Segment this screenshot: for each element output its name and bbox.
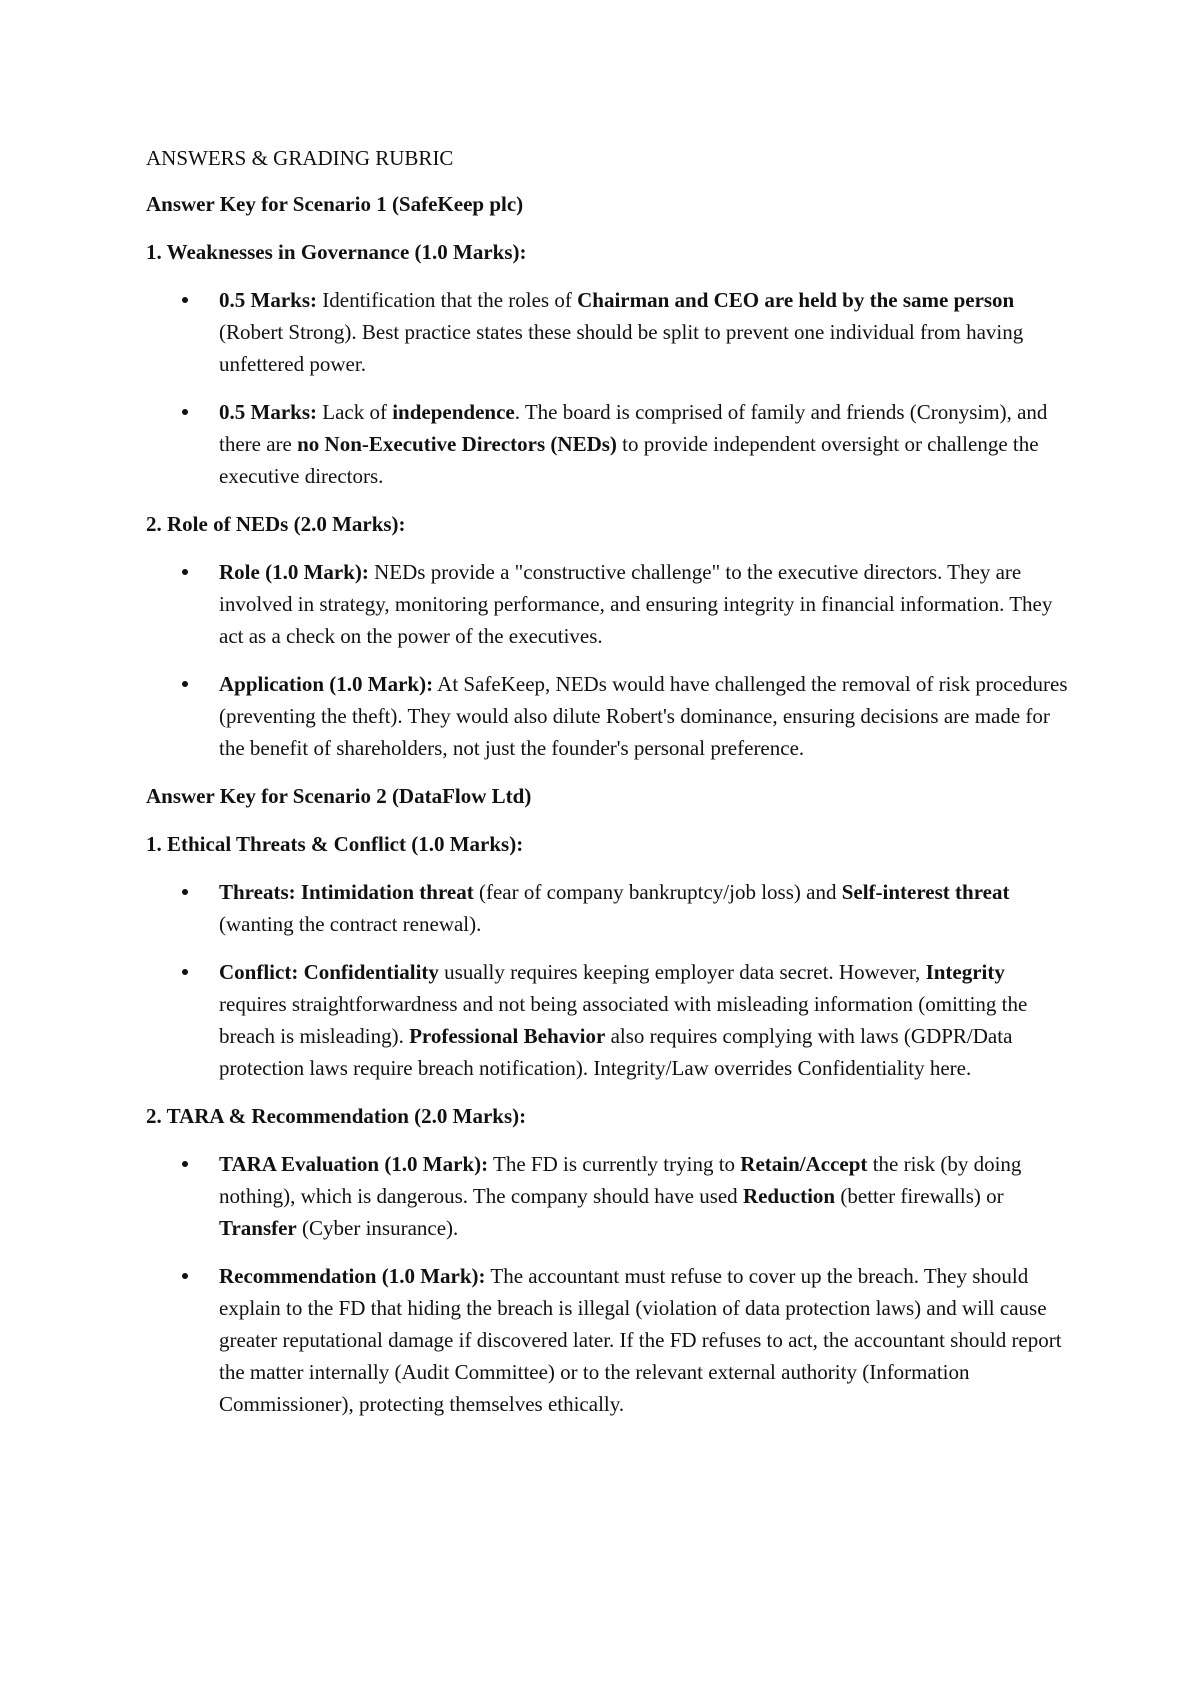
bullet-text: Lack of [317,400,393,424]
bullet-dot-icon [182,297,188,303]
document-title: ANSWERS & GRADING RUBRIC [146,146,454,170]
bullet-text: Identification that the roles of [317,288,578,312]
bullet-text: requires straightforwardness and not being associated with misleading information (omitting the breach is misleading). [219,992,1028,1048]
bullet-dot-icon [182,1273,188,1279]
bullet-text: usually requires keeping employer data secret. However, [438,960,926,984]
s2-q1-bullet-list [146,876,1076,1084]
s1-q2-bullet-list [146,556,1076,764]
list-item [146,876,1076,940]
bullet-emphasis: Self-interest threat [841,880,1010,904]
bullet-emphasis: no Non-Executive Directors (NEDs) [297,432,617,456]
scenario-1-heading: Answer Key for Scenario 1 (SafeKeep plc) [146,192,524,216]
list-item [146,956,1076,1084]
bullet-text: to provide independent oversight or challenge the executive directors. [219,432,1039,488]
document-page [146,142,1076,1436]
bullet-text: The accountant must refuse to cover up the breach. They should explain to the FD that hiding the breach is illegal (violation of data protection laws) and will cause greater reputational damage if discovered later. If the FD refuses to act, the accountant should report the matter internally (Audit Committee) or to the relevant external authority (Information Commissioner), protecting themselves ethically. [219,1264,1062,1416]
s1-question-1-heading: 1. Weaknesses in Governance (1.0 Marks): [146,240,527,264]
list-item [146,556,1076,652]
bullet-text: The FD is currently trying to [488,1152,741,1176]
bullet-text: (wanting the contract renewal). [219,912,482,936]
bullet-text: (Cyber insurance). [296,1216,459,1240]
list-item [146,1148,1076,1244]
list-item [146,1260,1076,1420]
bullet-dot-icon [182,1161,188,1167]
bullet-text: (better firewalls) or [835,1184,1004,1208]
bullet-label: Role (1.0 Mark): [219,560,369,584]
bullet-label: TARA Evaluation (1.0 Mark): [219,1152,489,1176]
scenario-2-heading: Answer Key for Scenario 2 (DataFlow Ltd) [146,784,532,808]
bullet-dot-icon [182,969,188,975]
s2-q2-bullet-list [146,1148,1076,1420]
bullet-emphasis: Retain/Accept [740,1152,868,1176]
bullet-text: also requires complying with laws (GDPR/Data protection laws require breach notification). Integrity/Law overrides Confidentiality here. [219,1024,1013,1080]
bullet-dot-icon [182,889,188,895]
s1-question-2-heading: 2. Role of NEDs (2.0 Marks): [146,512,406,536]
bullet-emphasis: Reduction [742,1184,836,1208]
bullet-emphasis: Chairman and CEO are held by the same person [577,288,1015,312]
bullet-emphasis: Intimidation threat [300,880,474,904]
list-item [146,284,1076,380]
bullet-label: 0.5 Marks: [219,288,317,312]
bullet-text: (Robert Strong). Best practice states these should be split to prevent one individual from having unfettered power. [219,320,1024,376]
bullet-dot-icon [182,569,188,575]
s1-q1-bullet-list [146,284,1076,492]
s2-question-1-heading: 1. Ethical Threats & Conflict (1.0 Marks): [146,832,524,856]
bullet-label: Recommendation (1.0 Mark): [219,1264,486,1288]
bullet-dot-icon [182,409,188,415]
bullet-dot-icon [182,681,188,687]
bullet-emphasis: independence [392,400,515,424]
bullet-text: At SafeKeep, NEDs would have challenged the removal of risk procedures (preventing the theft). They would also dilute Robert's dominance, ensuring decisions are made for the benefit of shareholders, not just the founder's personal preference. [219,672,1068,760]
bullet-text: the risk (by doing nothing), which is dangerous. The company should have used [219,1152,1022,1208]
bullet-emphasis: Confidentiality [303,960,439,984]
bullet-text: (fear of company bankruptcy/job loss) and [473,880,842,904]
list-item [146,668,1076,764]
bullet-emphasis: Integrity [925,960,1005,984]
bullet-label: Conflict: [219,960,299,984]
s2-question-2-heading: 2. TARA & Recommendation (2.0 Marks): [146,1104,527,1128]
bullet-text: . The board is comprised of family and friends (Cronysim), and there are [219,400,1048,456]
bullet-label: 0.5 Marks: [219,400,317,424]
bullet-emphasis: Professional Behavior [409,1024,606,1048]
bullet-label: Application (1.0 Mark): [219,672,434,696]
list-item [146,396,1076,492]
bullet-text: NEDs provide a "constructive challenge" to the executive directors. They are involved in strategy, monitoring performance, and ensuring integrity in financial information. They act as a check on the power of the executives. [219,560,1053,648]
bullet-label: Threats: [219,880,296,904]
bullet-emphasis: Transfer [219,1216,297,1240]
